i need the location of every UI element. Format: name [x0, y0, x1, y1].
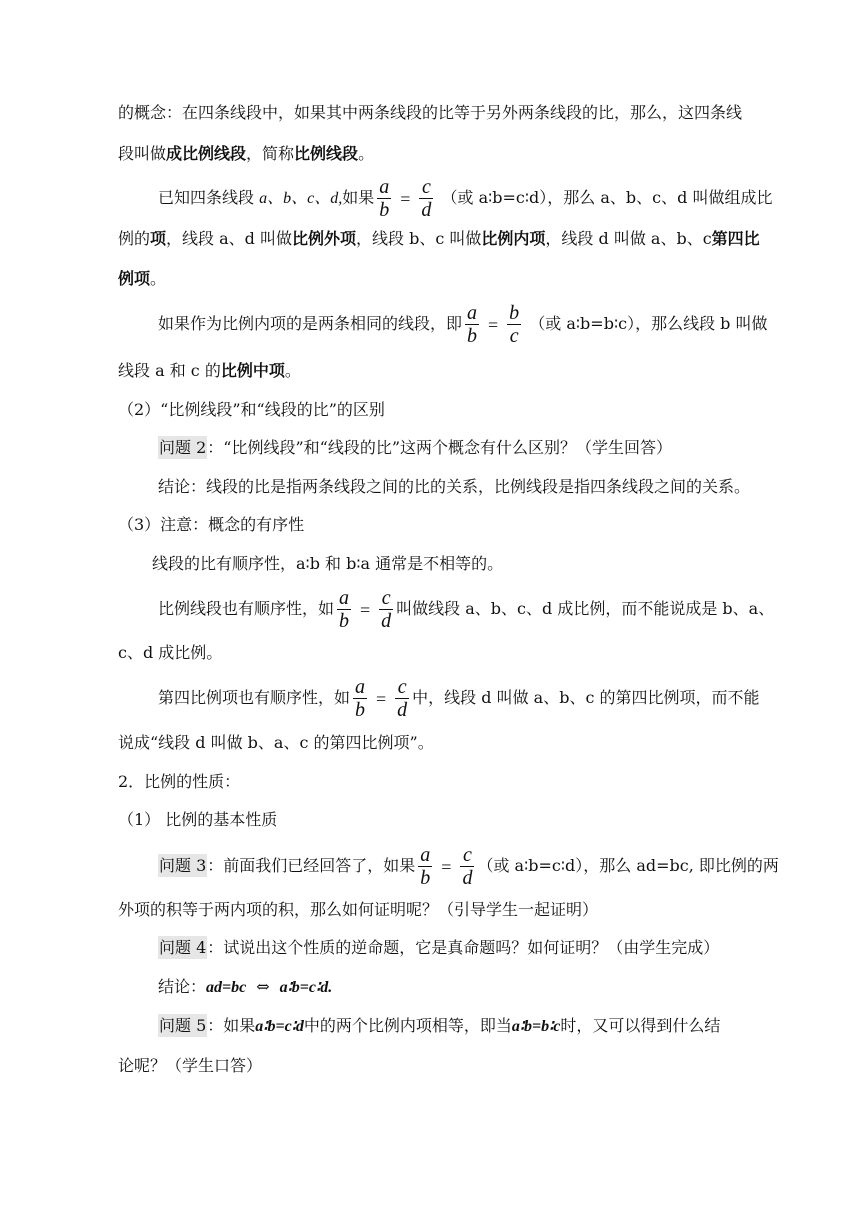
math-expression: a∶b=b∶c [511, 1018, 561, 1035]
math-expression: ad=bc [206, 979, 247, 996]
bold-term: 比例线段 [294, 144, 359, 163]
text-line [118, 229, 760, 249]
fraction [377, 176, 391, 221]
text-line [158, 300, 768, 349]
fraction-denominator: b [339, 610, 350, 632]
text-line [158, 842, 779, 891]
text-run: ：“比例线段”和“线段的比”这两个概念有什么区别？（学生回答） [207, 438, 673, 457]
fraction-numerator: c [397, 676, 407, 698]
fraction [507, 302, 521, 347]
fraction-denominator: d [381, 610, 392, 632]
fraction [379, 587, 393, 632]
fraction-numerator: b [509, 302, 520, 324]
text-line: 论呢？（学生口答） [118, 1056, 263, 1075]
text-line [158, 438, 672, 458]
fraction-denominator: b [420, 867, 431, 889]
text-run: ：如果 [207, 1016, 256, 1035]
equals-sign: = [488, 314, 499, 335]
fraction-numerator: a [467, 302, 478, 324]
math-expression: a∶b=c∶d [255, 1018, 304, 1035]
equals-sign: = [441, 856, 452, 877]
bold-term: 成比例线段 [166, 144, 247, 163]
text-run: 例的 [118, 229, 151, 248]
bold-term: 比例内项 [481, 229, 546, 248]
bold-term: 例项 [118, 269, 151, 288]
fraction-denominator: b [467, 325, 478, 347]
text-run: ，线段 a、d 叫做 [166, 229, 292, 248]
text-run: 中，线段 d 叫做 a、b、c 的第四比例项，而不能 [412, 688, 760, 707]
fraction [418, 844, 432, 889]
text-run: 。 [150, 269, 167, 288]
fraction-denominator: d [397, 699, 408, 721]
section-heading: 2．比例的性质： [118, 772, 241, 791]
text-line: 外项的积等于两内项的积，那么如何证明呢？（引导学生一起证明） [118, 900, 599, 919]
fraction-numerator: c [421, 176, 431, 198]
section-heading: （3）注意：概念的有序性 [118, 515, 305, 534]
text-line: 线段的比有顺序性，a∶b 和 b∶a 通常是不相等的。 [152, 554, 504, 573]
text-run: 线段 a 和 c 的 [118, 361, 221, 380]
text-run: 结论： [158, 977, 207, 996]
math-expression: a∶b=c∶d. [279, 979, 333, 996]
equals-sign: = [400, 188, 411, 209]
bold-term: 比例中项 [220, 361, 285, 380]
text-line: 说成“线段 d 叫做 b、a、c 的第四比例项”。 [118, 733, 434, 752]
text-run: 如果作为比例内项的是两条相同的线段，即 [158, 314, 463, 333]
question-label: 问题 3 [159, 856, 207, 875]
text-run: （或 a∶b=b∶c），那么线段 b 叫做 [529, 314, 768, 333]
text-line [158, 585, 774, 634]
fraction-numerator: c [381, 587, 391, 609]
text-line [158, 938, 719, 958]
equals-sign: = [376, 688, 387, 709]
text-run: 比例线段也有顺序性，如 [158, 599, 335, 618]
text-line [158, 174, 772, 223]
fraction-numerator: c [463, 844, 472, 866]
fraction [465, 302, 479, 347]
text-run: （或 a∶b=c∶d），那么 a、b、c、d 叫做组成比 [441, 188, 773, 207]
bold-term: 第四比 [711, 229, 760, 248]
text-run: 。 [284, 361, 301, 380]
question-label: 问题 2 [159, 438, 207, 457]
question-label: 问题 5 [159, 1016, 207, 1035]
text-line [158, 1016, 720, 1037]
section-heading: （2）“比例线段”和“线段的比”的区别 [118, 400, 385, 419]
equivalence-icon: ⇔ [256, 977, 270, 996]
text-run: ，线段 b、c 叫做 [356, 229, 482, 248]
text-run: 段叫做 [118, 144, 167, 163]
fraction-denominator: b [379, 199, 390, 221]
equals-sign: = [360, 599, 371, 620]
text-run: （或 a∶b=c∶d），那么 ad=bc, 即比例的两 [477, 856, 779, 875]
fraction [337, 587, 351, 632]
fraction-numerator: a [420, 844, 431, 866]
text-run: 第四比例项也有顺序性，如 [158, 688, 351, 707]
text-line: c、d 成比例。 [118, 643, 223, 662]
text-run: 中的两个比例内项相等，即当 [303, 1016, 512, 1035]
fraction [419, 176, 433, 221]
text-run: 如果 [342, 188, 375, 207]
text-run: ：试说出这个性质的逆命题，它是真命题吗？如何证明？（由学生完成） [207, 938, 720, 957]
fraction-denominator: d [462, 867, 473, 889]
fraction-numerator: a [339, 587, 350, 609]
fraction-denominator: d [421, 199, 432, 221]
text-line: 的概念：在四条线段中，如果其中两条线段的比等于另外两条线段的比，那么，这四条线 [118, 103, 743, 122]
text-line [118, 269, 166, 289]
fraction-numerator: a [355, 676, 366, 698]
text-line [118, 361, 301, 381]
text-run: 时，又可以得到什么结 [560, 1016, 721, 1035]
question-label: 问题 4 [159, 938, 207, 957]
text-run: 。 [358, 144, 375, 163]
text-run: ：前面我们已经回答了，如果 [207, 856, 416, 875]
text-line [158, 674, 760, 723]
fraction-numerator: a [379, 176, 390, 198]
text-run: 叫做线段 a、b、c、d 成比例，而不能说成是 b、a、 [396, 599, 775, 618]
fraction [460, 844, 474, 889]
text-run: 已知四条线段 [158, 188, 255, 207]
fraction [395, 676, 409, 721]
text-line: 结论：线段的比是指两条线段之间的比的关系，比例线段是指四条线段之间的关系。 [158, 477, 751, 496]
text-run: ，线段 d 叫做 a、b、c [545, 229, 712, 248]
fraction-denominator: b [355, 699, 366, 721]
subsection-heading: （1） 比例的基本性质 [118, 810, 278, 829]
bold-term: 比例外项 [292, 229, 357, 248]
math-vars: a、b、c、d, [259, 190, 343, 207]
conclusion-line [158, 977, 332, 998]
bold-term: 项 [150, 229, 167, 248]
text-line [118, 144, 374, 164]
fraction [353, 676, 367, 721]
text-run: ，简称 [246, 144, 295, 163]
fraction-denominator: c [507, 324, 521, 347]
